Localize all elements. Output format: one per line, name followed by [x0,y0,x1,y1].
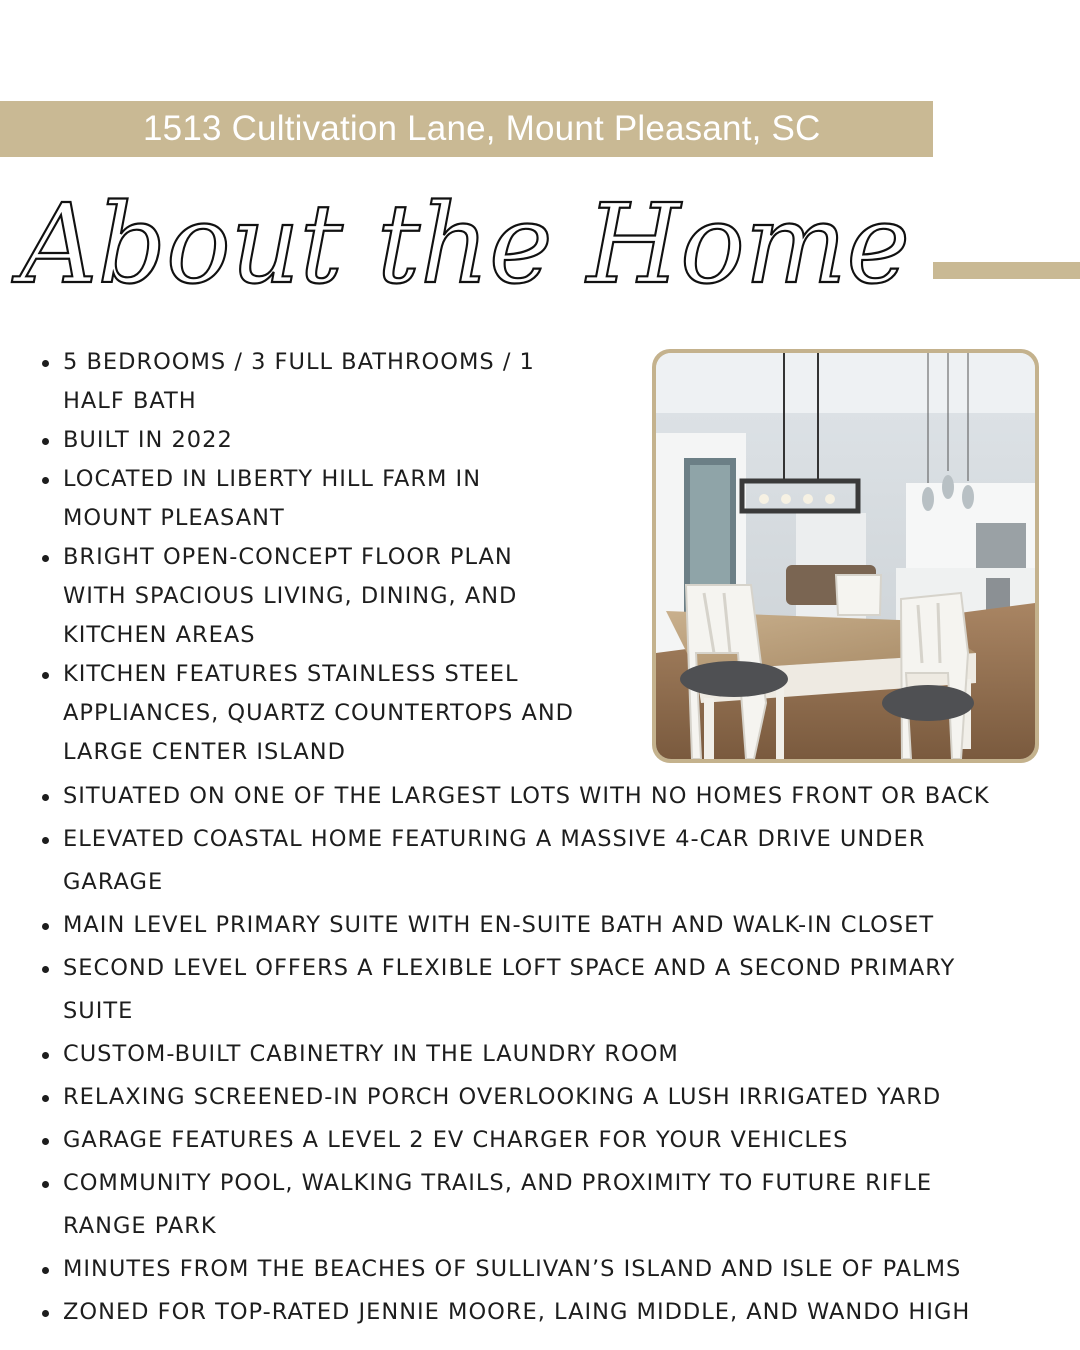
feature-item [63,421,233,460]
feature-line: ELEVATED COASTAL HOME FEATURING A MASSIVE 4-CAR DRIVE UNDER [63,826,926,852]
feature-item [63,904,934,947]
feature-line: GARAGE [63,869,164,895]
feature-line: MAIN LEVEL PRIMARY SUITE WITH EN-SUITE BATH AND WALK-IN CLOSET [63,912,935,938]
feature-line: KITCHEN FEATURES STAINLESS STEEL [63,661,519,687]
feature-line: MOUNT PLEASANT [63,505,285,531]
feature-item [63,460,481,538]
feature-line: SECOND LEVEL OFFERS A FLEXIBLE LOFT SPACE AND A SECOND PRIMARY [63,955,956,981]
feature-item [63,1248,961,1291]
feature-item [63,1119,848,1162]
feature-line: KITCHEN AREAS [63,622,256,648]
feature-line: APPLIANCES, QUARTZ COUNTERTOPS AND [63,700,574,726]
feature-item [63,1291,970,1334]
feature-line: 5 BEDROOMS / 3 FULL BATHROOMS / 1 [63,349,535,375]
feature-line: LARGE CENTER ISLAND [63,739,346,765]
feature-line: CUSTOM-BUILT CABINETRY IN THE LAUNDRY ROOM [63,1041,679,1067]
feature-line: RANGE PARK [63,1213,217,1239]
about-the-home-title [11,180,920,312]
feature-item [63,655,574,772]
title-accent-rule [933,262,1080,279]
feature-item [63,775,990,818]
property-address: 1513 Cultivation Lane, Mount Pleasant, SC [143,109,821,148]
feature-item [63,343,535,421]
feature-line: LOCATED IN LIBERTY HILL FARM IN [63,466,482,492]
feature-item [63,1162,932,1248]
feature-item [63,538,517,655]
title-script-text: About the Home [11,180,910,308]
feature-line: MINUTES FROM THE BEACHES OF SULLIVAN’S ISLAND AND ISLE OF PALMS [63,1256,962,1282]
feature-line: WITH SPACIOUS LIVING, DINING, AND [63,583,518,609]
feature-line: BRIGHT OPEN-CONCEPT FLOOR PLAN [63,544,513,570]
feature-line: ZONED FOR TOP-RATED JENNIE MOORE, LAING MIDDLE, AND WANDO HIGH [63,1299,971,1325]
feature-item [63,818,925,904]
feature-line: HALF BATH [63,388,197,414]
dining-room-photo-icon [656,353,1035,759]
feature-item [63,1076,941,1119]
feature-line: BUILT IN 2022 [63,427,233,453]
feature-line: GARAGE FEATURES A LEVEL 2 EV CHARGER FOR YOUR VEHICLES [63,1127,849,1153]
photo-frame [652,349,1039,763]
feature-line: SITUATED ON ONE OF THE LARGEST LOTS WITH NO HOMES FRONT OR BACK [63,783,990,809]
feature-line: SUITE [63,998,134,1024]
feature-item [63,947,955,1033]
feature-item [63,1033,679,1076]
feature-line: COMMUNITY POOL, WALKING TRAILS, AND PROXIMITY TO FUTURE RIFLE [63,1170,933,1196]
feature-line: RELAXING SCREENED-IN PORCH OVERLOOKING A LUSH IRRIGATED YARD [63,1084,942,1110]
